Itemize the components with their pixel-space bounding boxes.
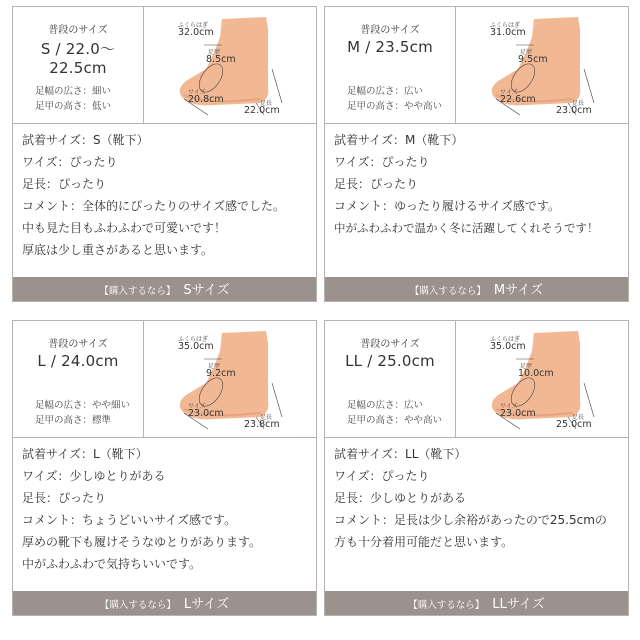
recommendation-prefix: 【購入するなら】 [408, 600, 485, 611]
review-line: 足長：少しゆとりがある [334, 491, 467, 505]
review-text [22, 129, 312, 261]
usual-size-label: 普段のサイズ [360, 339, 420, 350]
calf-label: ふくらはぎ [178, 22, 209, 29]
recommended-size: LLサイズ [492, 597, 545, 612]
instep-label: 足甲 [208, 363, 221, 370]
width-value: 22.6cm [500, 94, 536, 105]
width-label: ワイズ [500, 403, 518, 410]
review-line: 足長：ぴったり [22, 491, 107, 505]
length-label: 足長 [260, 100, 273, 107]
usual-size-value: L / 24.0cm [37, 352, 119, 370]
usual-size-panel [13, 321, 144, 437]
calf-value: 31.0cm [490, 27, 526, 38]
card-header [13, 7, 316, 124]
foot-illustration [456, 7, 628, 123]
length-label: 足長 [572, 414, 585, 421]
width-value: 23.0cm [500, 408, 536, 419]
review-text [334, 443, 624, 553]
review-line: ワイズ：少しゆとりがある [22, 469, 166, 483]
size-review-card-m [324, 6, 629, 302]
usual-size-value: LL / 25.0cm [345, 352, 435, 370]
foot-width-text: 足幅の広さ：やや細い [35, 400, 131, 411]
review-line: 中がふわふわで気持ちいいです。 [22, 557, 202, 571]
recommendation-bar [325, 591, 628, 615]
length-value: 23.8cm [244, 419, 280, 430]
usual-size-value: M / 23.5cm [347, 38, 433, 56]
usual-size-label: 普段のサイズ [48, 339, 108, 350]
size-review-card-ll [324, 320, 629, 616]
length-value: 25.0cm [556, 419, 592, 430]
foot-height-text: 足甲の高さ：低い [35, 101, 112, 112]
review-line: ワイズ：ぴったり [334, 469, 430, 483]
instep-value: 8.5cm [206, 54, 236, 65]
length-label: 足長 [260, 414, 273, 421]
review-text [334, 129, 624, 239]
review-line: 中も見た目もふわふわで可愛いです！ [22, 221, 227, 235]
foot-height-text: 足甲の高さ：標準 [35, 415, 112, 426]
foot-width-text: 足幅の広さ：広い [347, 86, 424, 97]
review-line: 厚底は少し重さがあると思います。 [22, 243, 214, 257]
calf-value: 32.0cm [178, 27, 214, 38]
instep-label: 足甲 [208, 49, 221, 56]
foot-shape-icon [456, 321, 628, 437]
recommended-size: Mサイズ [493, 283, 544, 298]
width-value: 23.0cm [188, 408, 224, 419]
usual-size-label: 普段のサイズ [48, 25, 108, 36]
calf-value: 35.0cm [490, 341, 526, 352]
calf-label: ふくらはぎ [178, 336, 209, 343]
card-header [325, 321, 628, 438]
usual-size-panel [325, 7, 456, 123]
foot-illustration [144, 7, 316, 123]
usual-size-panel [13, 7, 144, 123]
review-line: 試着サイズ：M（靴下） [334, 133, 464, 147]
card-header [325, 7, 628, 124]
recommendation-bar [13, 277, 316, 301]
review-line: コメント：足長は少し余裕があったので25.5cmの [334, 513, 607, 527]
foot-width-text: 足幅の広さ：広い [347, 400, 424, 411]
review-line: 試着サイズ：S（靴下） [22, 133, 149, 147]
review-line: 中がふわふわで温かく冬に活躍してくれそうです！ [334, 221, 599, 235]
foot-height-text: 足甲の高さ：やや高い [347, 101, 443, 112]
review-line: コメント：全体的にぴったりのサイズ感でした。 [22, 199, 286, 213]
review-line: 足長：ぴったり [334, 177, 419, 191]
usual-size-panel [325, 321, 456, 437]
recommendation-bar [13, 591, 316, 615]
calf-label: ふくらはぎ [490, 336, 521, 343]
review-line: ワイズ：ぴったり [334, 155, 430, 169]
review-line: 試着サイズ：LL（靴下） [334, 447, 467, 461]
width-value: 20.8cm [188, 94, 224, 105]
width-label: ワイズ [500, 89, 518, 96]
review-text [22, 443, 312, 575]
usual-size-label: 普段のサイズ [360, 25, 420, 36]
foot-height-text: 足甲の高さ：やや高い [347, 415, 443, 426]
review-line: 方も十分着用可能だと思います。 [334, 535, 514, 549]
recommended-size: Lサイズ [183, 597, 230, 612]
length-label: 足長 [572, 100, 585, 107]
review-line: コメント：ゆったり履けるサイズ感です。 [334, 199, 560, 213]
length-value: 22.0cm [244, 105, 280, 116]
review-line: 足長：ぴったり [22, 177, 107, 191]
review-line: コメント：ちょうどいいサイズ感です。 [22, 513, 237, 527]
review-line: ワイズ：ぴったり [22, 155, 118, 169]
usual-size-value: S / 22.0〜22.5cm [40, 40, 116, 77]
size-review-card-l [12, 320, 317, 616]
foot-shape-icon [144, 7, 316, 123]
recommendation-prefix: 【購入するなら】 [409, 286, 486, 297]
recommendation-bar [325, 277, 628, 301]
review-line: 試着サイズ：L（靴下） [22, 447, 148, 461]
instep-value: 9.2cm [206, 368, 236, 379]
length-value: 23.0cm [556, 105, 592, 116]
width-label: ワイズ [188, 403, 206, 410]
recommended-size: Sサイズ [183, 283, 230, 298]
recommendation-prefix: 【購入するなら】 [99, 286, 176, 297]
instep-value: 9.5cm [518, 54, 548, 65]
size-review-card-s [12, 6, 317, 302]
instep-label: 足甲 [520, 49, 533, 56]
instep-label: 足甲 [520, 363, 533, 370]
foot-illustration [144, 321, 316, 437]
foot-width-text: 足幅の広さ：細い [35, 86, 112, 97]
calf-label: ふくらはぎ [490, 22, 521, 29]
recommendation-prefix: 【購入するなら】 [99, 600, 176, 611]
calf-value: 35.0cm [178, 341, 214, 352]
foot-illustration [456, 321, 628, 437]
instep-value: 10.0cm [518, 368, 554, 379]
card-header [13, 321, 316, 438]
review-line: 厚めの靴下も履けそうなゆとりがあります。 [22, 535, 262, 549]
foot-shape-icon [144, 321, 316, 437]
width-label: ワイズ [188, 89, 206, 96]
foot-shape-icon [456, 7, 628, 123]
